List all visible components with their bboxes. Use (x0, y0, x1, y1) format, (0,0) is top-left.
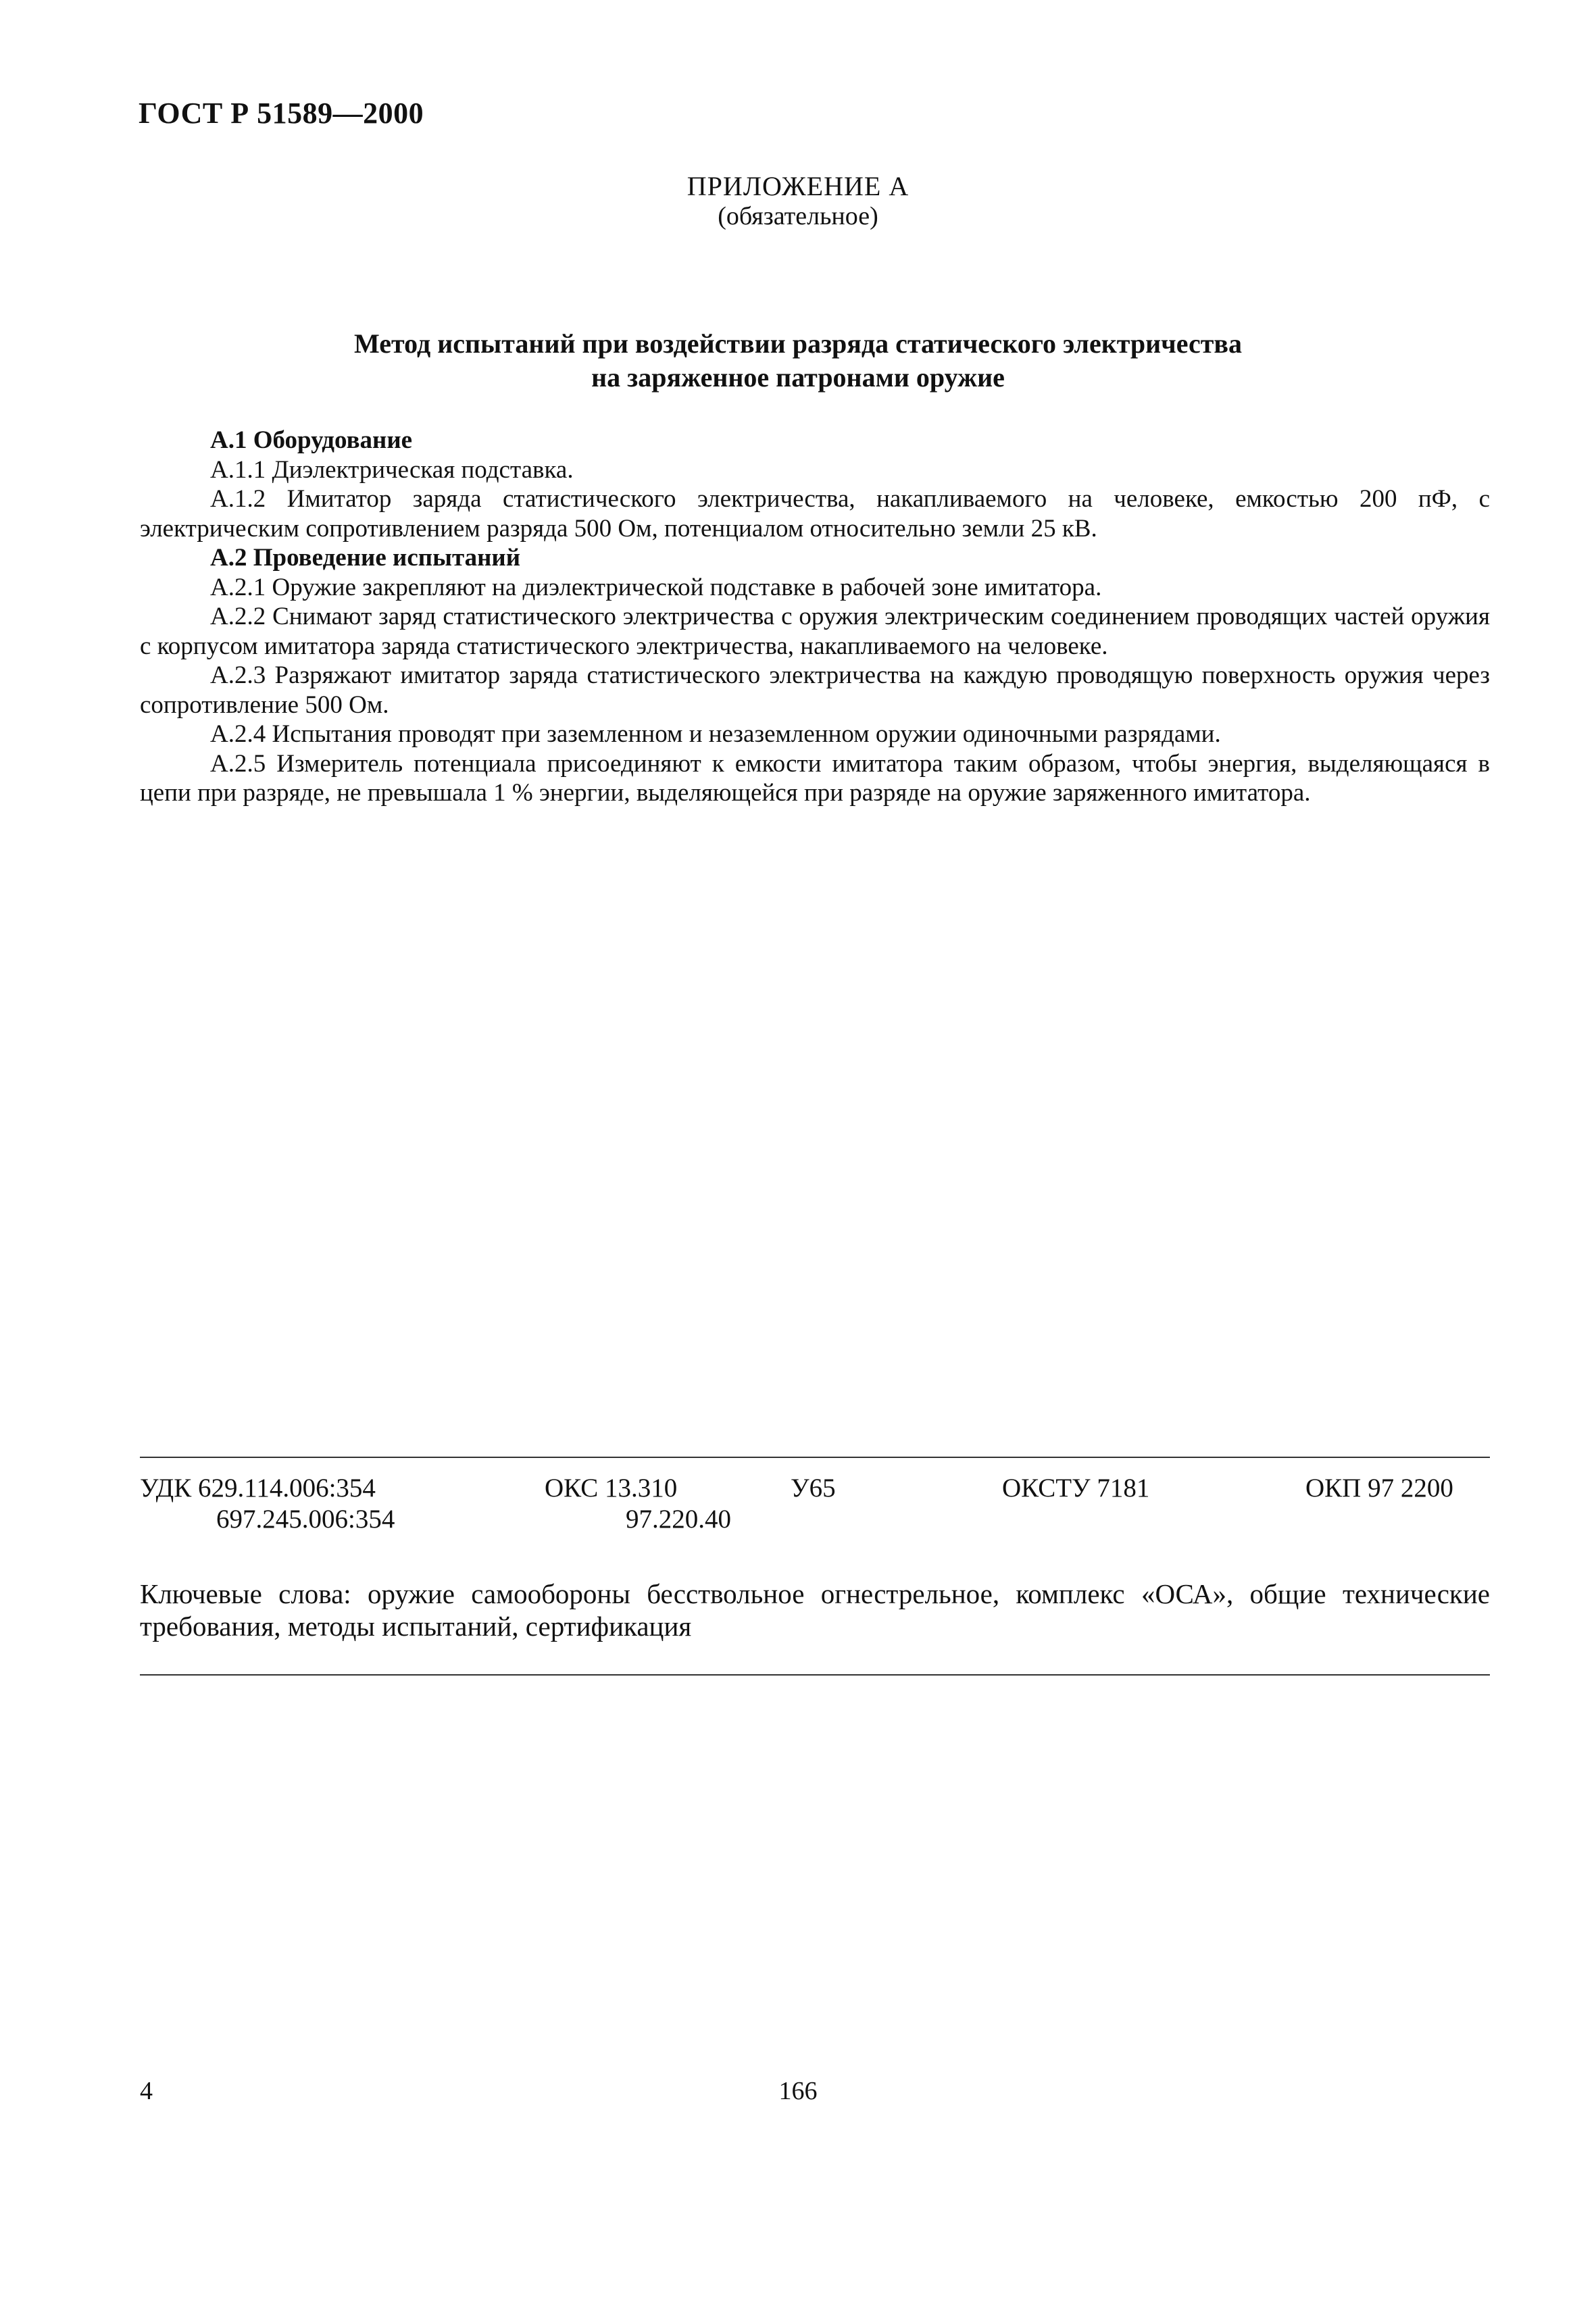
divider-bottom (140, 1674, 1490, 1676)
method-title-line-1: Метод испытаний при воздействии разряда статического электричества (354, 328, 1242, 359)
group-code: У65 (791, 1474, 836, 1503)
okstu-code: ОКСТУ 7181 (1002, 1474, 1150, 1503)
okp-code: ОКП 97 2200 (1305, 1474, 1453, 1503)
section-a1-heading: А.1 Оборудование (210, 426, 413, 454)
udk-code-2: 697.245.006:354 (216, 1505, 395, 1534)
paragraph-a2-1: А.2.1 Оружие закрепляют на диэлектрической подставке в рабочей зоне имитатора. (210, 573, 1102, 601)
page-number-center: 166 (778, 2077, 818, 2105)
divider-top (140, 1457, 1490, 1458)
keywords: Ключевые слова: оружие самообороны бесствольное огнестрельное, комплекс «ОСА», общие технические требования, методы испытаний, сертификация (140, 1578, 1490, 1642)
document-body (140, 426, 1490, 808)
paragraph-a2-5: А.2.5 Измеритель потенциала присоединяют к емкости имитатора таким образом, чтобы энергия, выделяющаяся в цепи при разряде, не превышала 1 % энергии, выделяющейся при разряде на оружие заряженного имитатора. (140, 749, 1490, 807)
standard-code: ГОСТ Р 51589—2000 (139, 97, 424, 130)
oks-code-2: 97.220.40 (626, 1505, 731, 1534)
method-title (0, 327, 1596, 395)
paragraph-a1-1: А.1.1 Диэлектрическая подставка. (210, 455, 574, 484)
method-title-line-2: на заряженное патронами оружие (591, 362, 1005, 393)
appendix-title: ПРИЛОЖЕНИЕ А (687, 171, 909, 201)
page-number-left: 4 (140, 2077, 153, 2105)
paragraph-a1-2: А.1.2 Имитатор заряда статистического электричества, накапливаемого на человеке, емкостью 200 пФ, с электрическим сопротивлением разряда 500 Ом, потенциалом относительно земли 25 кВ. (140, 485, 1490, 543)
paragraph-a2-3: А.2.3 Разряжают имитатор заряда статистического электричества на каждую проводящую поверхность оружия через сопротивление 500 Ом. (140, 661, 1490, 719)
paragraph-a2-4: А.2.4 Испытания проводят при заземленном и незаземленном оружии одиночными разрядами. (210, 720, 1221, 748)
oks-code-1: ОКС 13.310 (545, 1474, 678, 1503)
paragraph-a2-2: А.2.2 Снимают заряд статистического электричества с оружия электрическим соединением проводящих частей оружия с корпусом имитатора заряда статистического электричества, накапливаемого на человеке. (140, 603, 1490, 660)
udk-code-1: УДК 629.114.006:354 (140, 1474, 376, 1503)
section-a2-heading: А.2 Проведение испытаний (210, 544, 521, 572)
appendix-subtitle: (обязательное) (718, 202, 878, 230)
